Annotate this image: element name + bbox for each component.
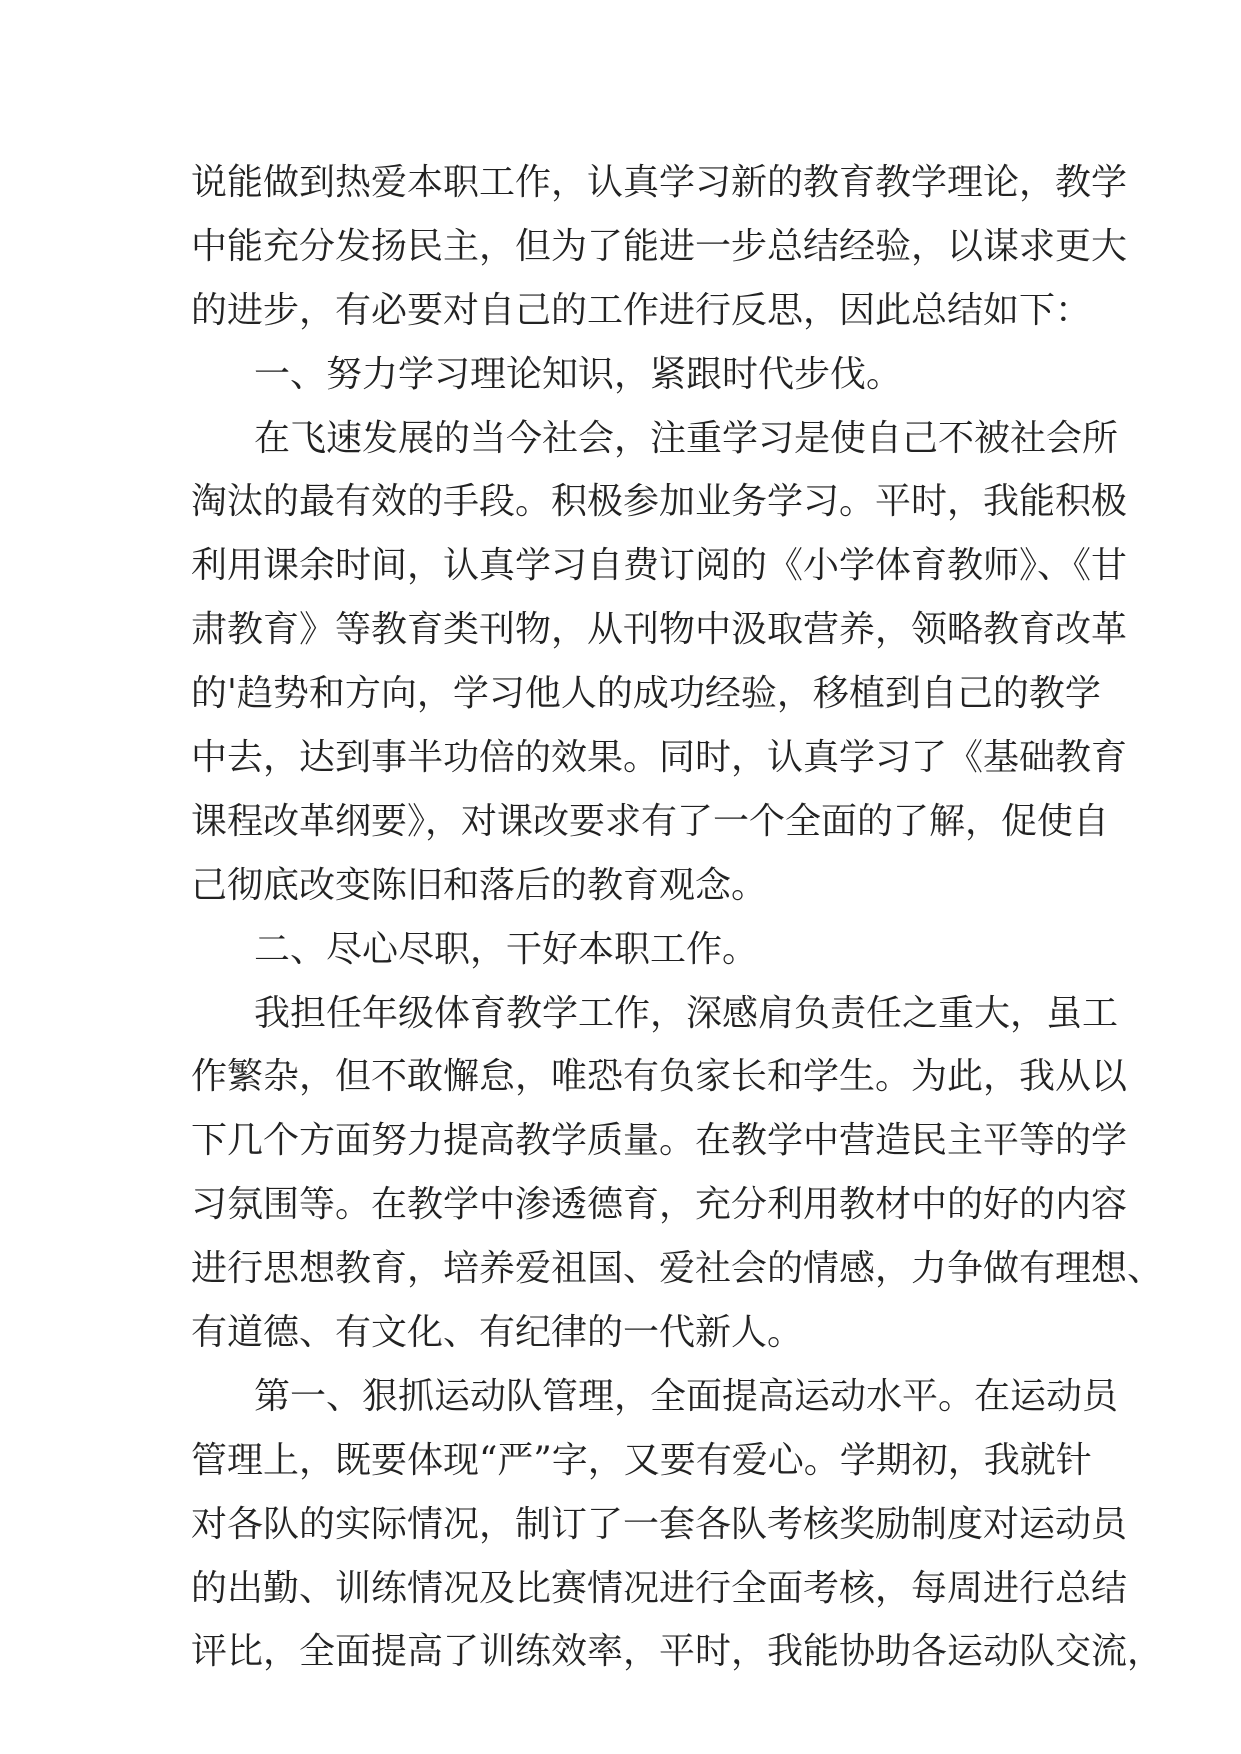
text-line: 我担任年级体育教学工作，深感肩负责任之重大，虽工 <box>254 992 1119 1034</box>
text-line: 的'趋势和方向，学习他人的成功经验，移植到自己的教学 <box>191 673 1101 715</box>
text-line: 二、尽心尽职，干好本职工作。 <box>254 928 759 970</box>
text-line: 中去，达到事半功倍的效果。同时，认真学习了《基础教育 <box>191 737 1128 779</box>
paragraph <box>191 1365 1164 1684</box>
text-line: 肃教育》等教育类刊物，从刊物中汲取营养，领略教育改革 <box>191 609 1128 651</box>
text-line: 在飞速发展的当今社会，注重学习是使自己不被社会所 <box>254 417 1119 459</box>
section-heading <box>191 343 1051 407</box>
text-line: 一、努力学习理论知识，紧跟时代步伐。 <box>254 353 903 395</box>
paragraph <box>191 982 1164 1365</box>
text-line: 作繁杂，但不敢懈怠，唯恐有负家长和学生。为此，我从以 <box>191 1056 1128 1098</box>
text-line: 下几个方面努力提高教学质量。在教学中营造民主平等的学 <box>191 1120 1128 1162</box>
section-heading <box>191 918 1051 982</box>
text-line: 习氛围等。在教学中渗透德育，充分利用教材中的好的内容 <box>191 1184 1128 1226</box>
text-line: 管理上，既要体现“严”字，又要有爱心。学期初，我就针 <box>191 1439 1092 1481</box>
text-line: 己彻底改变陈旧和落后的教育观念。 <box>191 864 768 906</box>
text-line: 课程改革纲要》，对课改要求有了一个全面的了解，促使自 <box>191 800 1110 842</box>
text-line: 的出勤、训练情况及比赛情况进行全面考核，每周进行总结 <box>191 1567 1128 1609</box>
text-line: 中能充分发扬民主，但为了能进一步总结经验，以谋求更大 <box>191 225 1128 267</box>
text-line: 有道德、有文化、有纪律的一代新人。 <box>191 1312 804 1354</box>
text-line: 的进步，有必要对自己的工作进行反思，因此总结如下： <box>191 289 1092 331</box>
text-line: 说能做到热爱本职工作，认真学习新的教育教学理论，教学 <box>191 162 1128 203</box>
text-line: 第一、狠抓运动队管理，全面提高运动水平。在运动员 <box>254 1375 1119 1417</box>
text-line: 利用课余时间，认真学习自费订阅的《小学体育教师》、《甘 <box>191 545 1128 587</box>
text-line: 对各队的实际情况，制订了一套各队考核奖励制度对运动员 <box>191 1503 1128 1545</box>
text-line: 淘汰的最有效的手段。积极参加业务学习。平时，我能积极 <box>191 481 1128 523</box>
paragraph <box>191 151 1128 343</box>
text-line: 评比，全面提高了训练效率，平时，我能协助各运动队交流， <box>191 1631 1164 1673</box>
paragraph <box>191 407 1128 918</box>
document-body <box>191 151 1164 1684</box>
text-line: 进行思想教育，培养爱祖国、爱社会的情感，力争做有理想、 <box>191 1248 1164 1290</box>
